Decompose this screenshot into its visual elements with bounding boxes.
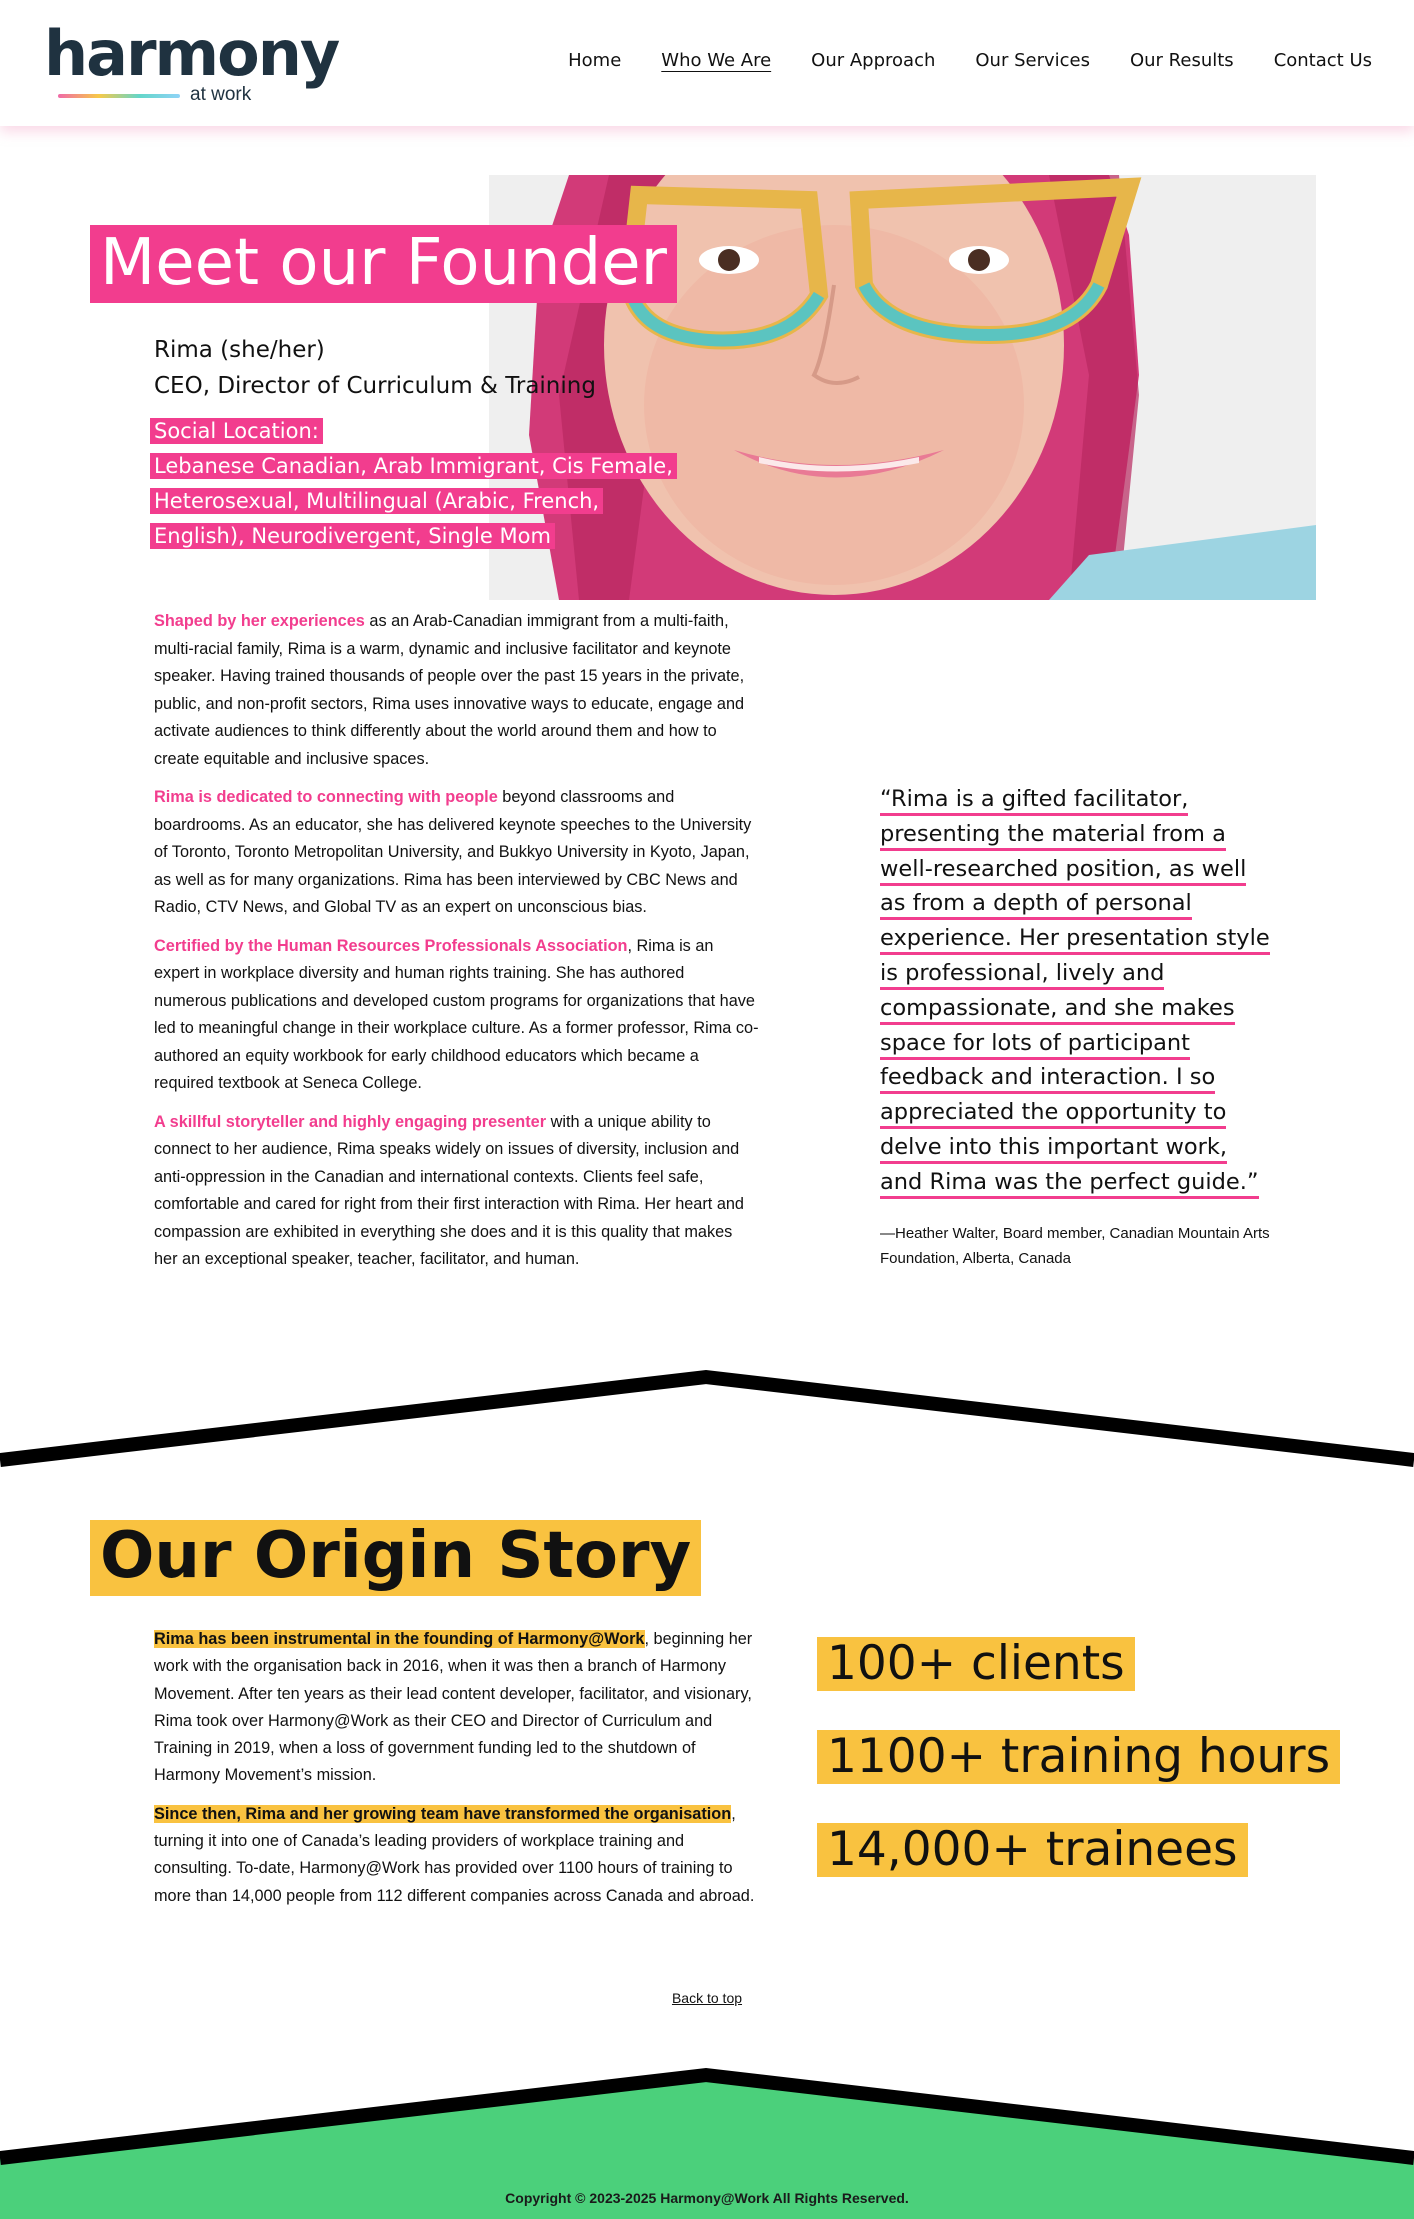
quote-line: space for lots of participant xyxy=(880,1030,1190,1060)
founder-bio xyxy=(154,608,760,1285)
main-nav xyxy=(568,50,1372,71)
origin-lead: Since then, Rima and her growing team have transformed the organisation xyxy=(154,1804,732,1823)
nav-contact-us[interactable]: Contact Us xyxy=(1273,50,1372,71)
nav-our-approach[interactable]: Our Approach xyxy=(811,50,936,71)
bio-paragraph xyxy=(154,784,760,922)
testimonial-quote xyxy=(880,782,1280,1200)
quote-line: is professional, lively and xyxy=(880,960,1164,990)
bio-lead: Rima is dedicated to connecting with people xyxy=(154,788,498,806)
social-location-line: Lebanese Canadian, Arab Immigrant, Cis Female, xyxy=(150,453,677,479)
nav-who-we-are[interactable]: Who We Are xyxy=(661,50,772,71)
quote-line: experience. Her presentation style xyxy=(880,925,1270,955)
logo-subtitle: at work xyxy=(190,84,252,105)
social-location-label: Social Location: xyxy=(150,418,323,444)
back-to-top-link[interactable]: Back to top xyxy=(671,1990,743,2006)
bio-text: as an Arab-Canadian immigrant from a multi-faith, multi-racial family, Rima is a warm, dynamic and inclusive facilitator and keynote speaker. Having trained thousands of people over the past 15 years in the private, public, and non-profit sectors, Rima uses innovative ways to educate, engage and activate audiences to think differently about the world around them and how to create equitable and inclusive spaces. xyxy=(154,612,745,768)
nav-our-services[interactable]: Our Services xyxy=(975,50,1090,71)
quote-line: feedback and interaction. I so xyxy=(880,1064,1215,1094)
bio-lead: Certified by the Human Resources Professionals Association xyxy=(154,936,628,955)
bio-paragraph xyxy=(154,933,760,1098)
logo-rainbow-bar xyxy=(58,94,180,98)
quote-line: presenting the material from a xyxy=(880,821,1226,851)
founder-section-title: Meet our Founder xyxy=(90,225,677,303)
quote-line: “Rima is a gifted facilitator, xyxy=(880,786,1188,816)
origin-body: , beginning her work with the organisation back in 2016, when it was then a branch of Harmony Movement. After ten years as their lead content developer, facilitator, and visionary, Rima took over Harmony@Work as their CEO and Director of Curriculum and Training in 2019, when a loss of government funding led to the shutdown of Harmony Movement’s mission. xyxy=(154,1630,753,1785)
origin-story-text xyxy=(154,1626,760,1921)
quote-line: well-researched position, as well xyxy=(880,856,1246,886)
founder-name: Rima (she/her) xyxy=(154,337,325,363)
back-to-top-wrap xyxy=(0,1990,1414,2008)
nav-our-results[interactable]: Our Results xyxy=(1129,50,1234,71)
logo-wordmark: harmony xyxy=(44,17,339,90)
bio-text: with a unique ability to connect to her audience, Rima speaks widely on issues of diversity, inclusion and anti-oppression in the Canadian and international contexts. Clients feel safe, comfortable and cared for right from their first interaction with Rima. Her heart and compassion are exhibited in everything she does and it is this quality that makes her an exceptional speaker, teacher, facilitator, and human. xyxy=(154,1112,744,1268)
site-header xyxy=(0,0,1414,126)
bio-lead: Shaped by her experiences xyxy=(154,612,365,630)
stat-training-hours: 1100+ training hours xyxy=(817,1730,1340,1784)
nav-home[interactable]: Home xyxy=(568,50,622,71)
stat-trainees: 14,000+ trainees xyxy=(817,1823,1248,1877)
quote-line: appreciated the opportunity to xyxy=(880,1099,1226,1129)
founder-role: CEO, Director of Curriculum & Training xyxy=(154,373,596,399)
origin-paragraph xyxy=(154,1626,760,1790)
origin-paragraph xyxy=(154,1801,760,1910)
harmony-logo[interactable] xyxy=(44,14,339,110)
social-location xyxy=(150,414,710,554)
bio-text: beyond classrooms and boardrooms. As an educator, she has delivered keynote speeches to the University of Toronto, Toronto Metropolitan University, and Bukkyo University in Kyoto, Japan, as well as for many organizations. Rima has been interviewed by CBC News and Radio, CTV News, and Global TV as an expert on unconscious bias. xyxy=(154,788,752,916)
quote-line: compassionate, and she makes xyxy=(880,995,1235,1025)
social-location-line: English), Neurodivergent, Single Mom xyxy=(150,523,555,549)
bio-text: , Rima is an expert in workplace diversity and human rights training. She has authored numerous publications and developed custom programs for organizations that have led to meaningful change in their workplace culture. As a former professor, Rima co-authored an equity workbook for early childhood educators which became a required textbook at Seneca College. xyxy=(154,936,759,1092)
quote-line: as from a depth of personal xyxy=(880,890,1192,920)
bio-lead: A skillful storyteller and highly engaging presenter xyxy=(154,1112,547,1131)
bio-paragraph xyxy=(154,1109,760,1274)
origin-section-title: Our Origin Story xyxy=(90,1520,701,1596)
quote-line: and Rima was the perfect guide.” xyxy=(880,1169,1259,1199)
quote-line: delve into this important work, xyxy=(880,1134,1227,1164)
stat-clients: 100+ clients xyxy=(817,1637,1135,1691)
footer-copyright: Copyright © 2023-2025 Harmony@Work All Rights Reserved. xyxy=(505,2190,909,2206)
bio-paragraph xyxy=(154,608,760,773)
quote-attribution: —Heather Walter, Board member, Canadian Mountain Arts Foundation, Alberta, Canada xyxy=(880,1225,1270,1267)
founder-identity xyxy=(154,332,596,404)
origin-body: , turning it into one of Canada’s leading providers of workplace training and consulting. To-date, Harmony@Work has provided over 1100 hours of training to more than 14,000 people from 112 different companies across Canada and abroad. xyxy=(154,1804,755,1905)
origin-lead: Rima has been instrumental in the founding of Harmony@Work xyxy=(154,1630,645,1648)
social-location-line: Heterosexual, Multilingual (Arabic, French, xyxy=(150,488,603,514)
section-divider xyxy=(0,1360,1414,1480)
